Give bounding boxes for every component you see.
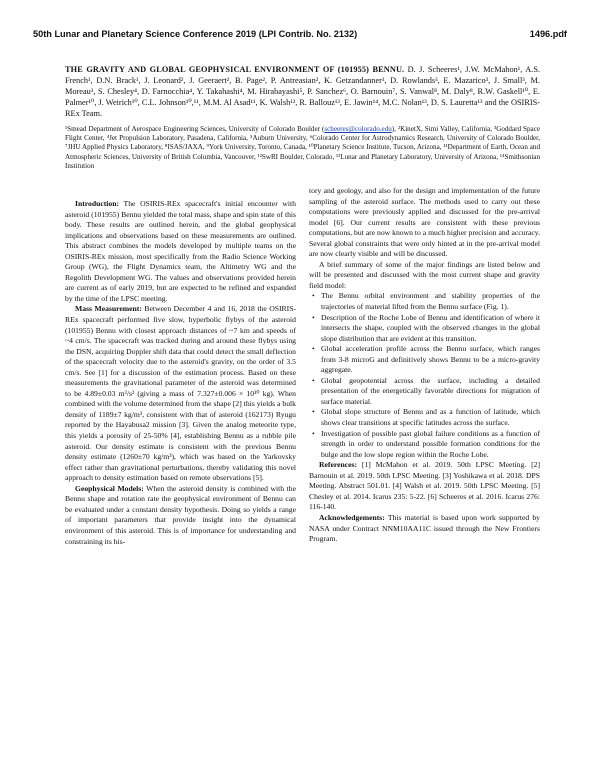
page-number: 1496.pdf xyxy=(529,29,567,39)
list-item: • Global slope structure of Bennu and as a function of latitude, which shows clear transitions at specific latitudes across the surface. xyxy=(321,407,540,428)
affiliation-text-1: ¹Smead Department of Aerospace Engineering Sciences, University of Colorado Boulder ( xyxy=(65,125,325,133)
right-column xyxy=(309,186,540,545)
geophysical-heading: Geophysical Models: xyxy=(75,483,144,493)
mass-body: Between December 4 and 16, 2018 the OSIRIS-REx spacecraft performed five slow, hyperbolic flybys of the asteroid (101955) Bennu with closest approach distances of ~7 km and speeds of ~4 cm/s. The spacecraft was tracked during and around these flybys using the DSN, acquiring Doppler shift data that could detect the small deflection of the spacecraft velocity due to the asteroid's gravity, on the order of 3.5 cm/s. See [1] for a discussion of the estimation process. Based on these measurements the gravitational parameter of the asteroid was determined to be 4.89±0.03 m³/s² (giving a mass of 7.327±0.006 × 10¹⁰ kg). When combined with the volume determined from the shape [2] this yields a bulk density of 1189±7 kg/m³, consistent with that of asteroid (162173) Ryugu reported by the Hayabusa2 mission [3]. Given the analog meteorite type, this yields a porosity of 25-50% [4], establishing Bennu as a rubble pile asteroid. Our density estimate is consistent with the previous Bennu density estimate (1260±70 kg/m³), which was based on the Yarkovsky effect rather than gravitational perturbations, thereby validating this novel approach to density estimation based on remote observations [5]. xyxy=(65,304,296,483)
summary-paragraph: A brief summary of some of the major findings are listed below and will be presented and discussed with the most current shape and gravity field model: xyxy=(309,259,540,290)
list-item: • Investigation of possible past global failure conditions as a function of strength in order to understand possible formation conditions for the bulge and the low slope region within the Roche Lobe. xyxy=(321,429,540,461)
conference-title: 50th Lunar and Planetary Science Conference 2019 (LPI Contrib. No. 2132) xyxy=(33,29,358,39)
findings-list xyxy=(309,291,540,460)
geophysical-paragraph xyxy=(65,484,296,547)
left-column xyxy=(65,199,296,547)
list-item: • The Bennu orbital environment and stability properties of the trajectories of material lifted from the Bennu surface (Fig. 1). xyxy=(321,291,540,312)
mass-heading: Mass Measurement: xyxy=(75,304,142,314)
affiliations xyxy=(65,125,540,171)
acknowledgements-body: This material is based upon work supported by NASA under Contract NNM10AA11C issued through the New Frontiers Program. xyxy=(309,512,540,544)
mass-paragraph xyxy=(65,304,296,483)
list-item: • Global geopotential across the surface, including a detailed presentation of the energetically favorable directions for migration of surface material. xyxy=(321,376,540,408)
references-body: [1] McMahon et al. 2019. 50th LPSC Meeting. [2] Barnouin et al. 2019. 50th LPSC Meeting. [3] Yoshikawa et al. 2018. DPS Meeting. Abstract 501.01. [4] Walsh et al. 2019. 50th LPSC Meeting. [5] Chesley et al. 2014. Icarus 235: 5-22. [6] Scheeres et al. 2016. Icarus 276: 116-140. xyxy=(309,460,540,512)
page-header xyxy=(33,29,567,39)
intro-heading: Introduction: xyxy=(75,199,120,208)
paper-title: THE GRAVITY AND GLOBAL GEOPHYSICAL ENVIRONMENT OF (101955) BENNU. xyxy=(65,65,405,74)
email-link[interactable]: scheeres@colorado.edu xyxy=(324,125,392,133)
author-list: D. J. Scheeres¹, J.W. McMahon¹, A.S. French¹, D.N. Brack¹, J. Leonard², J. Geeraert², B. Page², P. Antreasian², K. Getzandanner³, D. Rowlands³, E. Mazarico³, J. Small³, M. Moreau³, S. Chesley⁴, D. Farnocchia⁴, Y. Takahashi⁴, M. Hirabayashi⁵, P. Sanchez⁶, O. Barnouin⁷, S. Vanwal⁸, M. Daly⁸, R.W. Gaskell¹⁰, E. Palmer¹⁰, J. Weirich¹⁰, C.L. Johnson¹⁰,¹¹, M.M. Al Asad¹¹, K. Walsh¹², R. Ballouz¹³, E. Jawin¹⁴, M.C. Nolan¹³, D. S. Lauretta¹³ and the OSIRIS-REx Team. xyxy=(65,65,541,118)
list-item: • Description of the Roche Lobe of Bennu and identification of where it intersects the shape, coupled with the observed changes in the global slope distribution that are evident at this transition. xyxy=(321,313,540,345)
geophysical-body: When the asteroid density is combined with the Bennu shape and rotation rate the geophysical environment of Bennu can be evaluated under a constant density hypothesis. Doing so yields a range of important parameters that provide insight into the dynamical environment of this asteroid. This is of importance for understanding and constraining its his- xyxy=(65,483,296,546)
intro-body: The OSIRIS-REx spacecraft's initial encounter with asteroid (101955) Bennu yielded the total mass, shape and spin state of this body. These results are outlined herein, and the global geophysical implications and observations based on these measurements are outlined. This abstract combines the models developed by multiple teams on the OSIRIS-REx mission, most specifically from the Radio Science Working Group (WG), the Flight Dynamics team, the Altimetry WG and the Regolith Development WG. The values and observations provided herein are current as of early 2019, but are expected to be refined and expanded by the time of the LPSC meeting. xyxy=(65,199,296,303)
acknowledgements-paragraph xyxy=(309,513,540,545)
continuation-paragraph: tory and geology, and also for the design and implementation of the future sampling of the asteroid surface. The methods used to carry out these computations were previously applied and discussed for the pre-arrival model [6]. Our current results are consistent with these previous computations, but are now known to a much higher precision and accuracy. Several global constraints that were only hinted at in the pre-arrival model are now clearly visible and will be discussed. xyxy=(309,186,540,259)
acknowledgements-heading: Acknowledgements: xyxy=(319,512,385,522)
title-block xyxy=(65,64,540,119)
affiliation-text-2: ), ²KinetX, Simi Valley, California, ³Goddard Space Flight Center, ⁴Jet Propulsion Laboratory, Pasadena, California, ⁵Auburn University, ⁶Colorado Center for Astrodynamics Research, University of Colorado Boulder, ⁷JHU Applied Physics Laboratory, ⁸ISAS/JAXA, ⁹York University, Toronto, Canada, ¹⁰Planetary Science Institute, Tucson, Arizona, ¹¹Department of Earth, Ocean and Atmospheric Sciences, University of British Columbia, Vancouver, ¹²SwRI Boulder, Colorado, ¹³Lunar and Planetary Laboratory, University of Arizona, ¹⁴Smithsonian Institution xyxy=(65,125,540,170)
list-item: • Global acceleration profile across the Bennu surface, which ranges from 3-8 microG and definitively shows Bennu to be a micro-gravity aggregate. xyxy=(321,344,540,376)
intro-paragraph xyxy=(65,199,296,304)
references-paragraph xyxy=(309,460,540,513)
references-heading: References: xyxy=(319,460,358,470)
